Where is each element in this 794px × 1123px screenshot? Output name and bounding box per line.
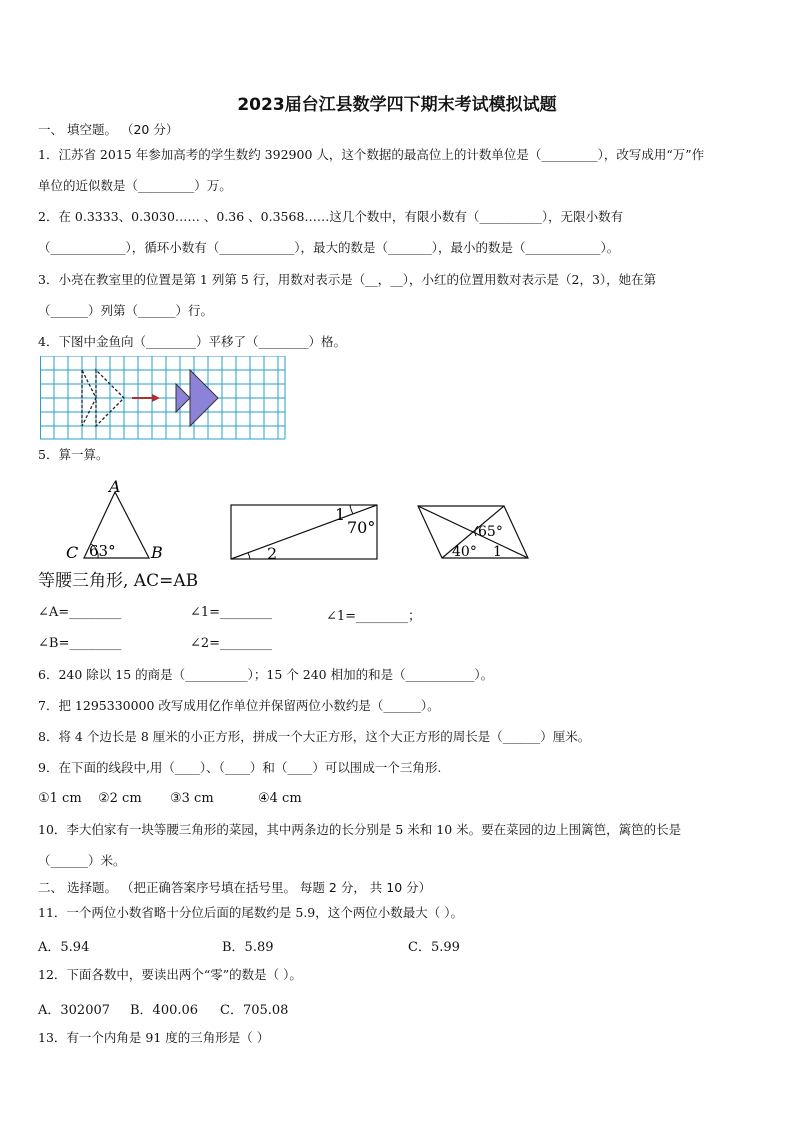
page-title: 2023届台江县数学四下期末考试模拟试题: [237, 95, 557, 115]
angle-65-label: 65°: [478, 524, 503, 540]
q12-option-a: A．302007: [38, 1003, 111, 1018]
question-10-line-1: 10．李大伯家有一块等腰三角形的菜园，其中两条边的长分别是 5 米和 10 米。要在菜园的边上围篱笆，篱笆的长是: [38, 822, 682, 837]
section-fill-in-heading: 一、 填空题。 （20 分）: [38, 122, 179, 137]
question-13: 13．有一个内角是 91 度的三角形是（ ）: [38, 1030, 270, 1045]
question-7: 7．把 1295330000 改写成用亿作单位并保留两位小数约是（______）。: [38, 698, 440, 713]
q11-option-c: C．5.99: [408, 940, 460, 955]
question-12: 12．下面各数中，要读出两个“零”的数是（ ）。: [38, 967, 302, 982]
answer-angle-a: ∠A=________: [38, 605, 122, 620]
triangle-caption: 等腰三角形, AC=AB: [38, 571, 199, 591]
angle-2-label: 2: [267, 544, 278, 562]
angle-70-label: 70°: [347, 518, 376, 537]
q11-option-b: B．5.89: [222, 940, 274, 955]
question-10-line-2: （______）米。: [38, 853, 126, 868]
q11-option-a: A．5.94: [38, 940, 90, 955]
question-11: 11．一个两位小数省略十分位后面的尾数约是 5.9，这个两位小数最大（ ）。: [38, 905, 463, 920]
rectangle-figure: [230, 504, 380, 562]
angle-1b-label: 1: [493, 544, 502, 560]
question-5: 5．算一算。: [38, 447, 109, 462]
q9-option-2: ②2 cm: [98, 791, 142, 806]
question-3-line-1: 3．小亮在教室里的位置是第 1 列第 5 行，用数对表示是（__，__），小红的位置用数对表示是（2，3），她在第: [38, 272, 657, 287]
q9-option-3: ③3 cm: [170, 791, 214, 806]
question-8: 8．将 4 个边长是 8 厘米的小正方形，拼成一个大正方形，这个大正方形的周长是（______）厘米。: [38, 729, 591, 744]
question-6: 6．240 除以 15 的商是（__________）；15 个 240 相加的和是（___________）。: [38, 667, 494, 682]
question-1-line-1: 1．江苏省 2015 年参加高考的学生数约 392900 人，这个数据的最高位上的计数单位是（_________），改写成用“万”作: [38, 147, 705, 162]
q9-option-4: ④4 cm: [258, 791, 302, 806]
q9-option-1: ①1 cm: [38, 791, 82, 806]
angle-c-label: 63°: [89, 542, 116, 560]
vertex-a-label: A: [109, 478, 121, 496]
answer-rect-angle-2: ∠2=________: [190, 636, 273, 651]
fish-moved: [176, 370, 218, 426]
section-choice-heading: 二、 选择题。 （把正确答案序号填在括号里。 每题 2 分， 共 10 分）: [38, 880, 432, 895]
question-2-line-2: （____________），循环小数有（____________），最大的数是（_______），最小的数是（____________）。: [38, 240, 620, 255]
question-9: 9．在下面的线段中,用（____）、（____）和（____）可以围成一个三角形.: [38, 760, 442, 775]
vertex-c-label: C: [66, 543, 79, 562]
answer-angle-b: ∠B=________: [38, 636, 122, 651]
question-1-line-2: 单位的近似数是（_________）万。: [38, 178, 232, 193]
move-arrow: [132, 394, 160, 402]
q12-option-c: C．705.08: [220, 1003, 289, 1018]
vertex-b-label: B: [151, 543, 163, 562]
grid-lines: [40, 356, 285, 439]
angle-40-label: 40°: [452, 544, 477, 560]
answer-para-angle-1: ∠1=________；: [326, 609, 422, 624]
question-4: 4．下图中金鱼向（________）平移了（________）格。: [38, 334, 346, 349]
answer-rect-angle-1: ∠1=________: [190, 605, 273, 620]
fish-grid-figure: [40, 356, 286, 440]
angle-1-label: 1: [335, 505, 346, 524]
question-3-line-2: （______）列第（______）行。: [38, 303, 214, 318]
question-2-line-1: 2．在 0.3333、0.3030…… 、0.36 、0.3568……这几个数中，有限小数有（__________），无限小数有: [38, 209, 624, 224]
isosceles-triangle-figure: [58, 478, 173, 564]
q12-option-b: B．400.06: [130, 1003, 199, 1018]
parallelogram-figure: [416, 504, 534, 560]
